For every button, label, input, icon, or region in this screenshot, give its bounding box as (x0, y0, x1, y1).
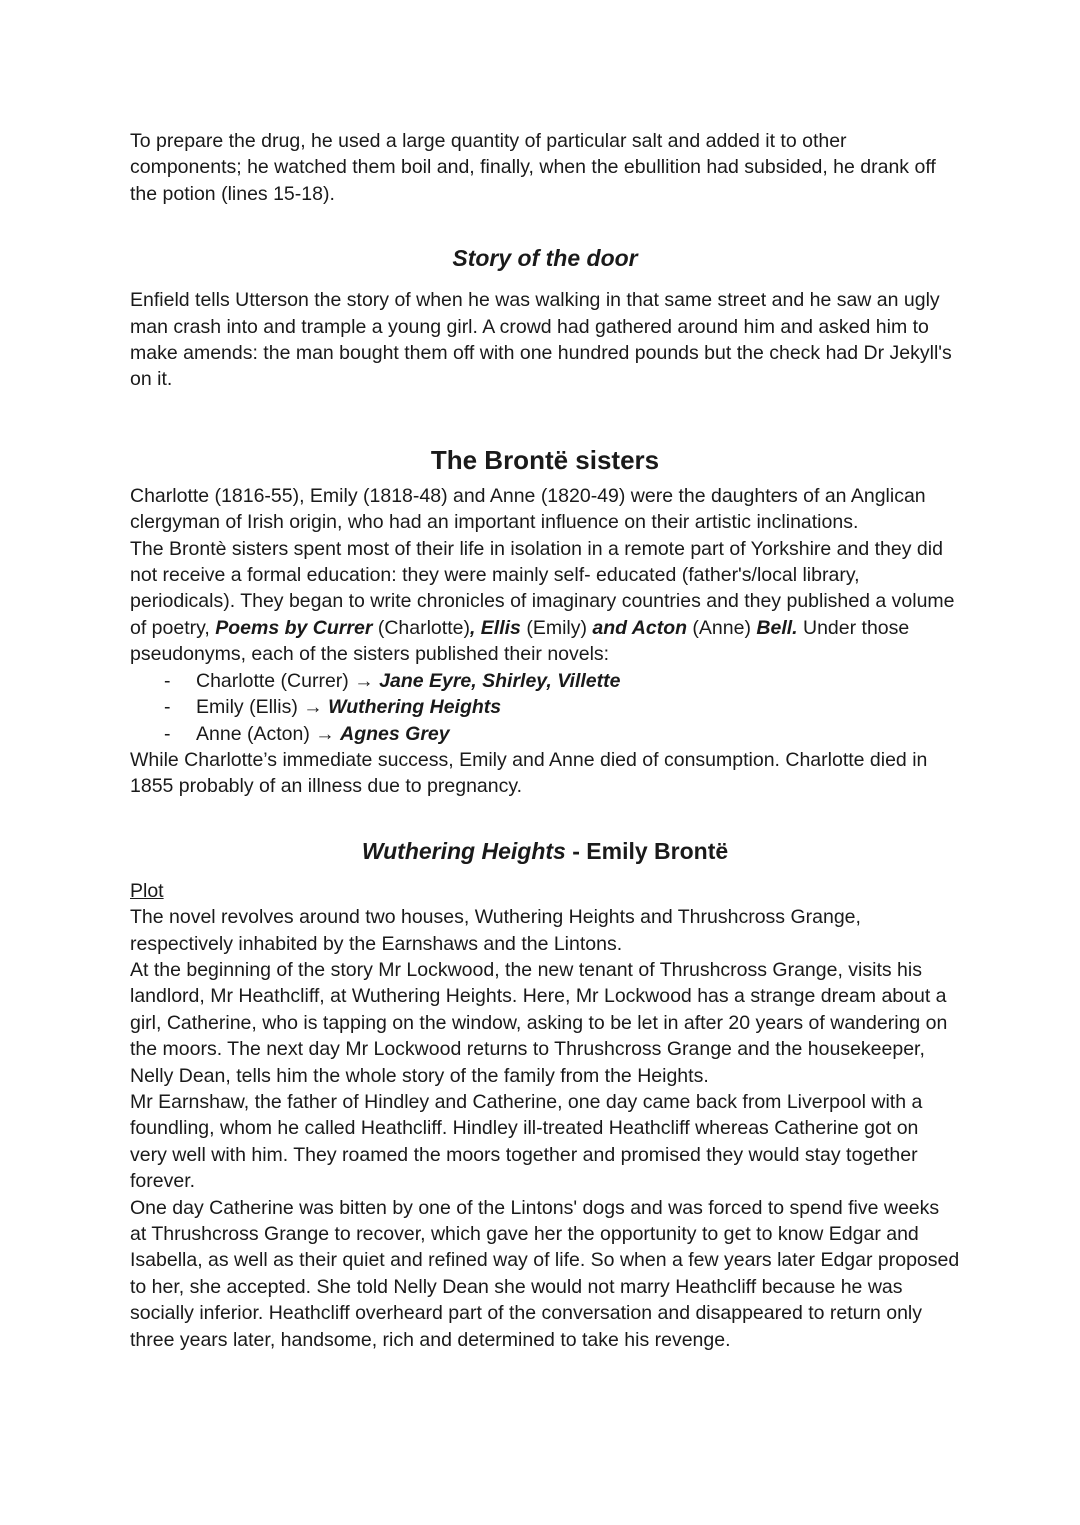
bronte-paragraph-2-end: Under those pseudonyms, each of the sisters published their novels: (130, 616, 910, 666)
story-of-the-door-paragraph: Enfield tells Utterson the story of when he was walking in that same street and he saw an ugly man crash into and trample a young girl. A crowd had gathered around him and asked him to make amends: the man bought them off with one hundred pounds but the check had Dr Jekyll's on it. (130, 289, 952, 391)
novel-author: Anne (Acton) → (196, 722, 341, 745)
story-of-the-door-heading: Story of the door (452, 245, 638, 272)
plot-paragraph-3: Mr Earnshaw, the father of Hindley and Catherine, one day came back from Liverpool with a foundling, whom he called Heathcliff. Hindley ill-treated Heathcliff whereas Catherine got on very well with him. They roamed the moors together and promised they would stay together forever. (130, 1090, 923, 1193)
bronte-paragraph-2-start: The Brontè sisters spent most of their life in isolation in a remote part of Yorkshire and they did not receive a formal education: they were mainly self- educated (father's/local library, periodicals). They began to write chronicles of imaginary countries and they published a volume of poetry, (130, 537, 955, 639)
novel-works: Jane Eyre, Shirley, Villette (379, 669, 621, 692)
charlotte-paren: (Charlotte) (372, 616, 470, 639)
bell-pseudonym: Bell. (756, 616, 798, 639)
bronte-sisters-heading: The Brontë sisters (430, 444, 660, 475)
novel-works: Agnes Grey (340, 722, 450, 745)
list-item (130, 721, 960, 747)
bronte-paragraph-1: Charlotte (1816-55), Emily (1818-48) and Anne (1820-49) were the daughters of an Anglican clergyman of Irish origin, who had an important influence on their artistic inclinations. (130, 484, 926, 534)
plot-paragraph-4: One day Catherine was bitten by one of the Lintons' dogs and was forced to spend five weeks at Thrushcross Grange to recover, which gave her the opportunity to get to know Edgar and Isabella, as well as their quiet and refined way of life. So when a few years later Edgar proposed to her, she accepted. She told Nelly Dean she would not marry Heathcliff because he was socially inferior. Heathcliff overheard part of the conversation and disappeared to return only three years later, handsome, rich and determined to take his revenge. (130, 1196, 960, 1351)
novel-works: Wuthering Heights (328, 696, 502, 719)
plot-paragraph-2: At the beginning of the story Mr Lockwood, the new tenant of Thrushcross Grange, visits his landlord, Mr Heathcliff, at Wuthering Heights. Here, Mr Lockwood has a strange dream about a girl, Catherine, who is tapping on the window, asking to be let in after 20 years of wandering on the moors. The next day Mr Lockwood returns to Thrushcross Grange and the housekeeper, Nelly Dean, tells him the whole story of the family from the Heights. (130, 958, 948, 1087)
novel-author: Emily (Ellis) → (196, 696, 329, 719)
novel-author: Charlotte (Currer) → (196, 669, 380, 692)
wuthering-heights-heading (130, 836, 960, 866)
anne-paren: (Anne) (687, 616, 757, 639)
plot-label: Plot (130, 879, 164, 902)
list-item (130, 694, 960, 720)
poems-title: Poems by Currer (215, 616, 373, 639)
list-dash: - (164, 722, 171, 745)
list-dash: - (164, 696, 171, 719)
wuthering-heights-author: - Emily Brontë (565, 837, 729, 864)
wuthering-heights-title: Wuthering Heights (361, 837, 566, 864)
document-page (130, 128, 960, 1353)
plot-paragraph-1: The novel revolves around two houses, Wuthering Heights and Thrushcross Grange, respectively inhabited by the Earnshaws and the Lintons. (130, 906, 861, 955)
acton-pseudonym: and Acton (592, 616, 688, 639)
list-dash: - (164, 669, 171, 692)
bronte-paragraph-3: While Charlotte’s immediate success, Emily and Anne died of consumption. Charlotte died in 1855 probably of an illness due to pregnancy. (130, 748, 928, 798)
novels-list (130, 668, 960, 747)
list-item (130, 668, 960, 694)
ellis-pseudonym: , Ellis (469, 616, 521, 639)
emily-paren: (Emily) (520, 616, 593, 639)
intro-paragraph: To prepare the drug, he used a large quantity of particular salt and added it to other components; he watched them boil and, finally, when the ebullition had subsided, he drank off the potion (lines 15-18). (130, 130, 936, 205)
bronte-paragraph-2 (130, 536, 960, 668)
